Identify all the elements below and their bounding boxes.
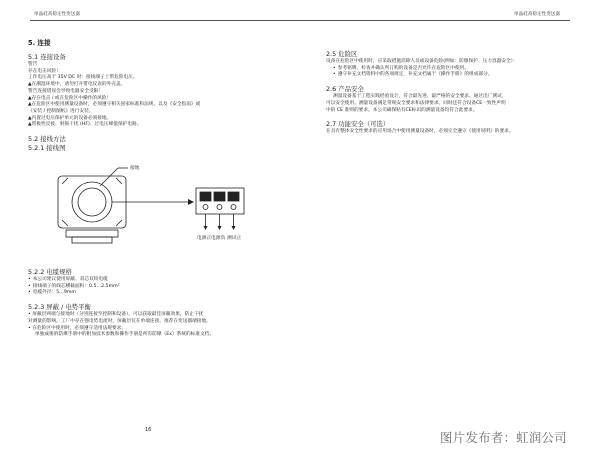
- left-column: [28, 28, 290, 339]
- wiring-diagram: [28, 154, 290, 262]
- cable-spec-item: • 电缆外径：5…9mm: [28, 290, 290, 297]
- section-5-2-2-title: 5.2.2 电缆规格: [28, 268, 72, 277]
- product-safety-line: 测量设备基于工程实践经验设计，符合最先进、最严格的安全要求。通过出厂测试，: [333, 94, 507, 100]
- chapter-title: 5. 连接: [28, 39, 51, 47]
- s51-line: 警告: [28, 62, 38, 67]
- hazard-line: • 参考铭牌，检查并确认所订购的设备是否允许在危险区中使用。: [326, 66, 576, 73]
- product-safety-line: 可以安全使用。测量设备满足常规安全要求和法律要求。同时还符合设备CE一致性声明: [326, 100, 506, 106]
- section-2-7-title: 2.7 功能安全（可选）: [326, 120, 390, 129]
- s51-line: ▲在危险区中使用测量设备时，必须遵守相关国家标准和法规，以及《安全指南》或: [28, 102, 201, 108]
- section-5-2-3-title: 5.2.3 屏蔽 / 电势平衡: [28, 303, 91, 312]
- terminal-label-power-negative: 电源负: [211, 236, 226, 242]
- terminal-label-power-positive: 电源正: [197, 236, 212, 242]
- header-right: 单晶硅高稳定性变送器: [514, 12, 560, 17]
- s51-line: ▲带极性反接、射频干扰 (HF)、过电压峰值保护电路。: [28, 122, 142, 128]
- terminal-label-test-positive: 测试正: [227, 236, 242, 242]
- right-column: [326, 28, 576, 136]
- page-number: 16: [145, 427, 152, 433]
- shield-line: 对测量的影响。工厂中存在强电势电流时，屏蔽层仅在单端连接，推荐在变送器端接地。: [28, 318, 211, 324]
- shield-line: 单独成册的防爆手册中的附加技术参数和操作手册是所有防爆（Ex）系统的标准文档。: [35, 332, 215, 338]
- cable-spec-item: • 接线端子的线芯横截面积：0.5…2.5mm²: [28, 284, 290, 291]
- watermark: 图片发布者：虹润公司: [440, 430, 567, 445]
- hazard-line: • 遵守补充文档资料中的各项规定，补充文档属于《操作手册》的组成部分。: [326, 72, 576, 79]
- functional-safety-line: 在具有整体安全性要求的应用场合中使用测量设备时，必须完全遵守《使用说明》的要求。: [326, 129, 514, 135]
- header-left: 单晶硅高稳定性变送器: [34, 12, 80, 17]
- section-5-1-title: 5.1 连接设备: [28, 53, 66, 61]
- shield-line: • 在危险区中使用时，必须遵守适用法规要求。: [28, 325, 127, 331]
- cable-spec-item: • 本公司建议使用屏蔽、双芯双绞电缆: [28, 277, 290, 284]
- s51-line: ▲在潮湿环境中，请勿打开带电仪表的外壳盖。: [28, 82, 126, 88]
- section-5-2-title: 5.2 接线方法: [28, 135, 66, 144]
- shield-line: • 屏蔽层两端与接地时（分别连接至控制和设备），可以获取最佳屏蔽效果，防止干扰: [28, 312, 204, 318]
- section-2-5-title: 2.5 危险区: [326, 50, 358, 58]
- s51-line: 警告连接错误会导致电器安全受限！: [28, 88, 104, 94]
- header-divider: [30, 20, 570, 21]
- section-5-2-1-title: 5.2.1 接线图: [28, 144, 66, 153]
- s51-line: 《安装 / 控制图纸》进行安装。: [28, 108, 94, 114]
- ground-label: 接地: [130, 166, 140, 172]
- section-2-6-title: 2.6 产品安全: [326, 85, 364, 94]
- hazard-line: 设备在危险区中使用时，应采取措施消除人员或设备危险(例如：防爆保护、压力容器安全）：: [326, 59, 518, 64]
- product-safety-line: 中的 CE 准则的要求。本公司确保贴有CE标识的测量设备均符合此要求。: [326, 107, 478, 113]
- s51-line: ▲存在电击 / 或在危险区中操作的风险！: [28, 95, 112, 101]
- s51-line: 工作电压高于 35V DC 时：接线端子上带危险电压。: [28, 75, 138, 81]
- s51-line: 存在电击风险！: [28, 68, 61, 74]
- s51-line: ▲内置过电压保护单元的设备必须接地。: [28, 115, 112, 121]
